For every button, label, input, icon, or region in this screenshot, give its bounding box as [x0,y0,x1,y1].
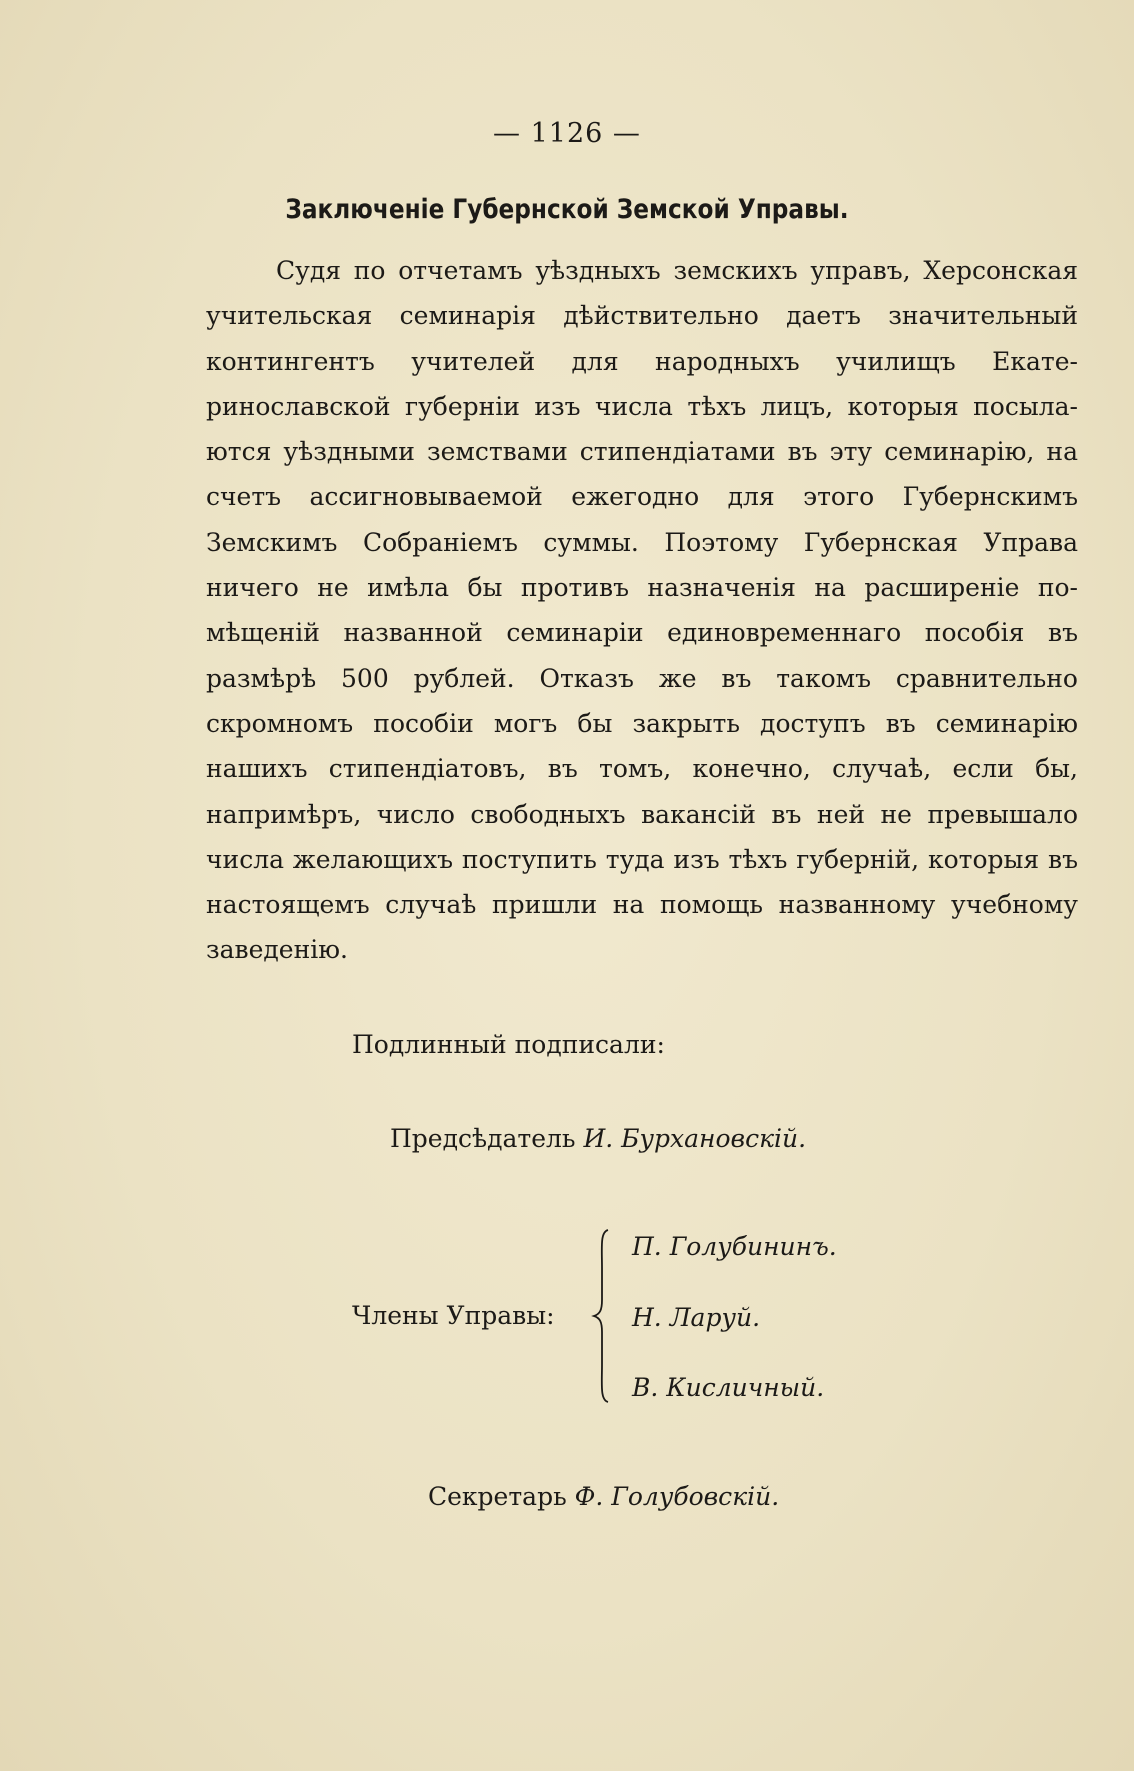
secretary-title: Секретарь [428,1482,567,1511]
chairman-signature [390,1124,806,1153]
chairman-name: И. Бурхановскій. [583,1124,807,1153]
chairman-title: Предсѣдатель [390,1124,576,1153]
curly-brace-icon [590,1228,614,1404]
signed-label: Подлинный подписали: [352,1030,665,1059]
member-name: В. Кисличный. [632,1373,825,1402]
member-name: П. Голубининъ. [632,1232,837,1261]
secretary-name: Ф. Голубовскій. [574,1482,780,1511]
body-paragraph: Судя по отчетамъ уѣздныхъ земскихъ управъ, Херсонская учительская семинарія дѣйствительно даетъ значительный контингентъ учителей для народныхъ училищъ Екатеринославской губерніи изъ числа тѣхъ лицъ, которыя посылаются уѣздными земствами стипендіатами въ эту семинарію, на счетъ ассигновываемой ежегодно для этого Губернскимъ Земскимъ Собраніемъ суммы. Поэтому Губернская Управа ничего не имѣла бы противъ назначенія на расширеніе помѣщеній названной семинаріи единовременнаго пособія въ размѣрѣ 500 рублей. Отказъ же въ такомъ сравнительно скромномъ пособіи могъ бы закрыть доступъ въ семинарію нашихъ стипендіатовъ, въ томъ, конечно, случаѣ, если бы, напримѣръ, число свободныхъ вакансій въ ней не превышало числа желающихъ поступить туда изъ тѣхъ губерній, которыя въ настоящемъ случаѣ пришли на помощь названному учебному заведенію. [206,256,1078,965]
members-label: Члены Управы: [352,1301,555,1330]
member-name: Н. Ларуй. [632,1303,761,1332]
section-heading: Заключеніе Губернской Земской Управы. [285,194,849,225]
secretary-signature [428,1482,779,1511]
page-number: — 1126 — [493,118,641,149]
